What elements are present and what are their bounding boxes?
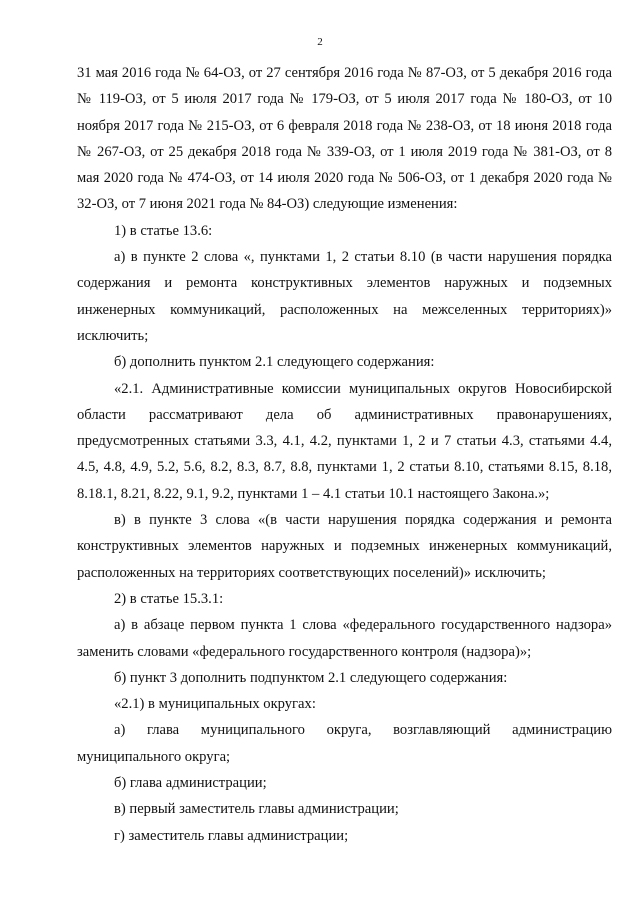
paragraph-item-2: 2) в статье 15.3.1: bbox=[114, 590, 224, 607]
paragraph-quote-2-1: «2.1. Административные комиссии муниципальных округов Новосибирской области рассматривают дела об административных правонарушениях, предусмотренных статьями 3.3, 4.1, 4.2, пунктами 1, 2 и 7 статьи 4.3, статьями 4.4, 4.5, 4.8, 4.9, 5.2, 5.6, 8.2, 8.3, 8.7, 8.8, пунктами 1, 2 статьи 8.10, статьями 8.15, 8.18, 8.18.1, 8.21, 8.22, 9.1, 9.2, пунктами 1 – 4.1 статьи 10.1 настоящего Закона.»; bbox=[77, 380, 612, 502]
page-number: 2 bbox=[317, 36, 323, 48]
document-body bbox=[77, 60, 612, 849]
paragraph-item-1: 1) в статье 13.6: bbox=[114, 222, 213, 239]
paragraph-item-1v: в) в пункте 3 слова «(в части нарушения порядка содержания и ремонта конструктивных элементов наружных и подземных инженерных коммуникаций, расположенных на территориях соответствующих поселений)» исключить; bbox=[77, 512, 612, 581]
paragraph-subitem-g: г) заместитель главы администрации; bbox=[114, 827, 349, 844]
paragraph-item-2b: б) пункт 3 дополнить подпунктом 2.1 следующего содержания: bbox=[114, 669, 508, 686]
paragraph-item-1a: а) в пункте 2 слова «, пунктами 1, 2 статьи 8.10 (в части нарушения порядка содержания и ремонта конструктивных элементов наружных и подземных инженерных коммуникаций, расположенных на межселенных территориях)» исключить; bbox=[77, 249, 612, 344]
paragraph-subitem-b: б) глава администрации; bbox=[114, 775, 267, 792]
paragraph-item-2a: а) в абзаце первом пункта 1 слова «федерального государственного надзора» заменить словами «федерального государственного контроля (надзора)»; bbox=[77, 617, 612, 660]
paragraph-subitem-v: в) первый заместитель главы администрации; bbox=[114, 801, 399, 818]
paragraph-item-1b: б) дополнить пунктом 2.1 следующего содержания: bbox=[114, 354, 435, 371]
paragraph-quote-2-1-okrug: «2.1) в муниципальных округах: bbox=[114, 696, 316, 713]
paragraph-amendment-list: 31 мая 2016 года № 64-ОЗ, от 27 сентября 2016 года № 87-ОЗ, от 5 декабря 2016 года № 119-ОЗ, от 5 июля 2017 года № 179-ОЗ, от 5 июля 2017 года № 180-ОЗ, от 10 ноября 2017 года № 215-ОЗ, от 6 февраля 2018 года № 238-ОЗ, от 18 июня 2018 года № 267-ОЗ, от 25 декабря 2018 года № 339-ОЗ, от 1 июля 2019 года № 381-ОЗ, от 8 мая 2020 года № 474-ОЗ, от 14 июля 2020 года № 506-ОЗ, от 1 декабря 2020 года № 32-ОЗ, от 7 июня 2021 года № 84-ОЗ) следующие изменения: bbox=[77, 65, 612, 213]
paragraph-subitem-a: а) глава муниципального округа, возглавляющий администрацию муниципального округа; bbox=[77, 722, 612, 765]
